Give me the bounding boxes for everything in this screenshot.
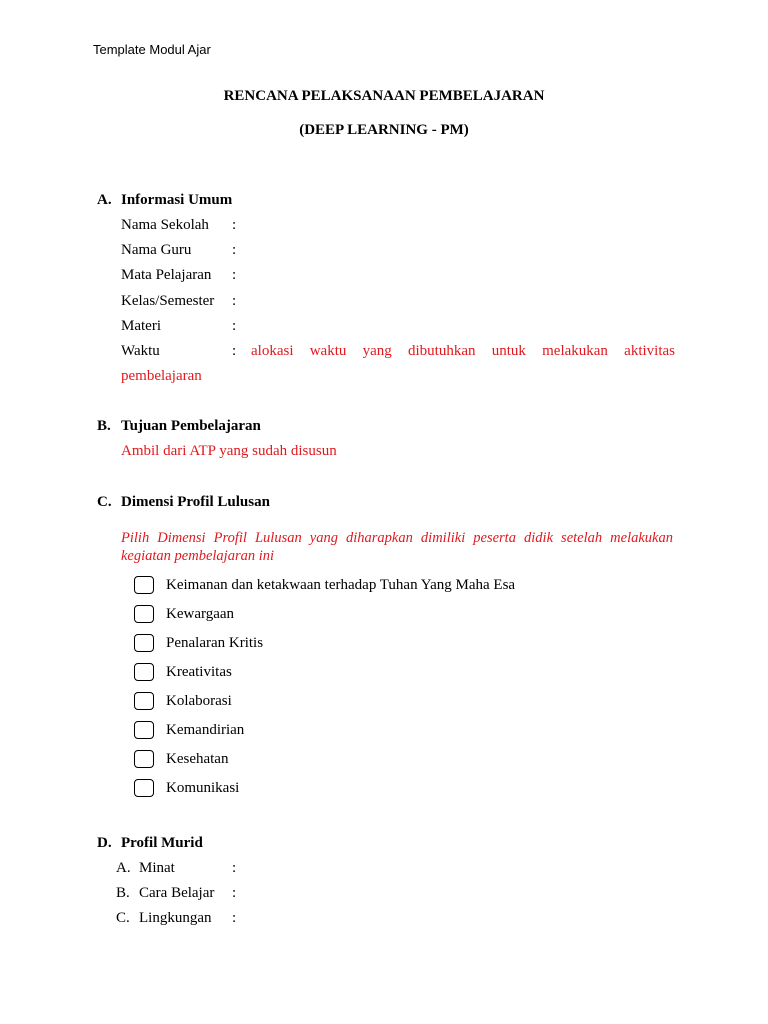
- profil-instruction: Pilih Dimensi Profil Lulusan yang diharapkan dimiliki peserta didik setelah melakukan kegiatan pembelajaran ini: [121, 530, 673, 564]
- profil-minat: [116, 860, 236, 877]
- field-label: Nama Guru: [121, 242, 192, 258]
- section-a-letter: A.: [97, 192, 112, 208]
- field-colon: :: [232, 343, 237, 359]
- section-b-letter: B.: [97, 418, 111, 434]
- section-c-heading: [97, 494, 270, 511]
- item-letter: B.: [116, 885, 130, 901]
- waktu-note-continued: pembelajaran: [121, 368, 202, 384]
- header-note: Template Modul Ajar: [93, 42, 211, 57]
- document-subtitle: (DEEP LEARNING - PM): [299, 122, 469, 138]
- field-colon: :: [232, 217, 237, 233]
- field-nama-guru: [121, 242, 250, 259]
- item-label: Cara Belajar: [139, 885, 215, 901]
- section-d-title: Profil Murid: [121, 835, 203, 851]
- item-colon: :: [232, 910, 237, 926]
- field-colon: :: [232, 293, 237, 309]
- option-label: Penalaran Kritis: [166, 635, 264, 651]
- field-label: Kelas/Semester: [121, 293, 215, 309]
- item-colon: :: [232, 885, 237, 901]
- checkbox[interactable]: [134, 576, 154, 594]
- item-colon: :: [232, 860, 237, 876]
- option-label: Keimanan dan ketakwaan terhadap Tuhan Yang Maha Esa: [166, 577, 516, 593]
- field-label: Nama Sekolah: [121, 217, 209, 233]
- field-mata-pelajaran: [121, 267, 250, 284]
- field-kelas-semester: [121, 293, 250, 310]
- field-colon: :: [232, 242, 237, 258]
- field-label: Materi: [121, 318, 161, 334]
- option-label: Kreativitas: [166, 664, 232, 680]
- section-c-title: Dimensi Profil Lulusan: [121, 494, 270, 510]
- field-materi: [121, 318, 250, 335]
- option-label: Komunikasi: [166, 780, 240, 796]
- option-label: Kolaborasi: [166, 693, 232, 709]
- checkbox[interactable]: [134, 663, 154, 681]
- field-colon: :: [232, 318, 237, 334]
- checkbox[interactable]: [134, 605, 154, 623]
- option-label: Kemandirian: [166, 722, 245, 738]
- option-label: Kesehatan: [166, 751, 229, 767]
- waktu-note: alokasi waktu yang dibutuhkan untuk melakukan aktivitas: [251, 343, 675, 359]
- item-letter: A.: [116, 860, 131, 876]
- field-label: Mata Pelajaran: [121, 267, 212, 283]
- section-a-title: Informasi Umum: [121, 192, 233, 208]
- checkbox[interactable]: [134, 779, 154, 797]
- document-title: RENCANA PELAKSANAAN PEMBELAJARAN: [223, 88, 545, 104]
- section-b-heading: [97, 418, 261, 435]
- section-d-heading: [97, 835, 203, 852]
- section-d-letter: D.: [97, 835, 112, 851]
- section-b-title: Tujuan Pembelajaran: [121, 418, 261, 434]
- profil-lingkungan: [116, 910, 236, 927]
- field-label: Waktu: [121, 343, 160, 359]
- tujuan-note: Ambil dari ATP yang sudah disusun: [121, 443, 337, 459]
- item-label: Minat: [139, 860, 175, 876]
- field-nama-sekolah: [121, 217, 250, 234]
- section-c-letter: C.: [97, 494, 112, 510]
- option-label: Kewargaan: [166, 606, 235, 622]
- checkbox[interactable]: [134, 634, 154, 652]
- profil-cara-belajar: [116, 885, 236, 902]
- checkbox[interactable]: [134, 721, 154, 739]
- checkbox[interactable]: [134, 750, 154, 768]
- field-colon: :: [232, 267, 237, 283]
- section-a-heading: [97, 192, 232, 209]
- item-label: Lingkungan: [139, 910, 212, 926]
- item-letter: C.: [116, 910, 130, 926]
- checkbox[interactable]: [134, 692, 154, 710]
